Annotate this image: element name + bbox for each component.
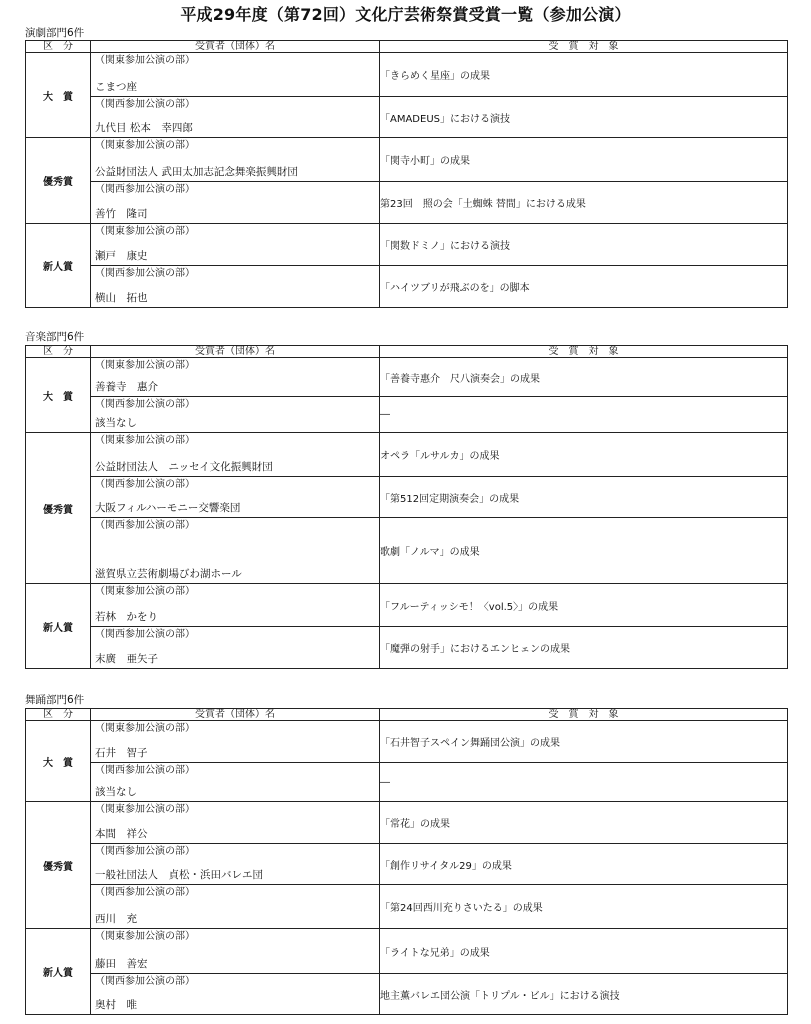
performance-division: （関西参加公演の部） — [95, 629, 195, 640]
winner-name: 滋賀県立芸術劇場びわ湖ホール — [95, 568, 242, 580]
performance-division: （関東参加公演の部） — [95, 586, 195, 597]
winner-cell — [91, 518, 380, 584]
award-target: 「石井智子スペイン舞踊団公演」の成果 — [380, 721, 788, 763]
winner-cell — [91, 721, 380, 763]
award-target: 「善養寺惠介 尺八演奏会」の成果 — [380, 358, 788, 397]
performance-division: （関東参加公演の部） — [95, 55, 195, 66]
performance-division: （関東参加公演の部） — [95, 804, 195, 815]
winner-cell — [91, 477, 380, 518]
award-target: 「きらめく星座」の成果 — [380, 53, 788, 97]
winner-cell — [91, 844, 380, 885]
award-category: 大 賞 — [26, 358, 91, 433]
header-name: 受賞者（団体）名 — [91, 346, 380, 358]
section-label: 音楽部門6件 — [25, 331, 85, 343]
winner-cell — [91, 358, 380, 397]
award-target: 「関寺小町」の成果 — [380, 138, 788, 182]
winner-name: 該当なし — [95, 417, 137, 429]
performance-division: （関東参加公演の部） — [95, 360, 195, 371]
winner-name: こまつ座 — [95, 81, 137, 93]
award-target: 「フルーティッシモ！〈vol.5〉」の成果 — [380, 584, 788, 627]
table-row — [26, 182, 788, 224]
table-row — [26, 929, 788, 974]
award-target: 「ハイツブリが飛ぶのを」の脚本 — [380, 266, 788, 308]
winner-cell — [91, 97, 380, 138]
winner-name: 西川 充 — [95, 913, 137, 925]
winner-cell — [91, 433, 380, 477]
winner-name: 公益財団法人 武田太加志記念舞楽振興財団 — [95, 166, 298, 178]
table-row — [26, 763, 788, 802]
header-category: 区 分 — [26, 41, 91, 53]
award-category: 優秀賞 — [26, 802, 91, 929]
winner-cell — [91, 397, 380, 433]
header-name: 受賞者（団体）名 — [91, 41, 380, 53]
section-label: 演劇部門6件 — [25, 27, 85, 39]
winner-name: 公益財団法人 ニッセイ文化振興財団 — [95, 461, 273, 473]
award-target: 「関数ドミノ」における演技 — [380, 224, 788, 266]
performance-division: （関西参加公演の部） — [95, 399, 195, 410]
winner-name: 本間 祥公 — [95, 828, 148, 840]
header-target: 受 賞 対 象 — [380, 346, 788, 358]
award-category: 優秀賞 — [26, 138, 91, 224]
award-target: 「創作リサイタル29」の成果 — [380, 844, 788, 885]
award-target: 「第512回定期演奏会」の成果 — [380, 477, 788, 518]
award-target: 歌劇「ノルマ」の成果 — [380, 518, 788, 584]
performance-division: （関西参加公演の部） — [95, 520, 195, 531]
award-category: 優秀賞 — [26, 433, 91, 584]
winner-cell — [91, 584, 380, 627]
winner-cell — [91, 138, 380, 182]
page-title: 平成29年度（第72回）文化庁芸術祭賞受賞一覧（参加公演） — [180, 5, 631, 24]
winner-cell — [91, 266, 380, 308]
winner-name: 一般社団法人 貞松・浜田バレエ団 — [95, 869, 263, 881]
award-category: 新人賞 — [26, 584, 91, 669]
award-table — [25, 345, 788, 669]
winner-name: 横山 拓也 — [95, 292, 148, 304]
performance-division: （関西参加公演の部） — [95, 479, 195, 490]
table-row — [26, 885, 788, 929]
header-category: 区 分 — [26, 346, 91, 358]
table-header-row — [26, 41, 788, 53]
performance-division: （関西参加公演の部） — [95, 765, 195, 776]
table-row — [26, 358, 788, 397]
performance-division: （関西参加公演の部） — [95, 184, 195, 195]
winner-cell — [91, 224, 380, 266]
performance-division: （関西参加公演の部） — [95, 99, 195, 110]
winner-name: 瀬戸 康史 — [95, 250, 148, 262]
header-target: 受 賞 対 象 — [380, 709, 788, 721]
section-label: 舞踊部門6件 — [25, 694, 85, 706]
winner-name: 石井 智子 — [95, 747, 148, 759]
winner-cell — [91, 885, 380, 929]
table-row — [26, 224, 788, 266]
award-table — [25, 708, 788, 1015]
table-row — [26, 721, 788, 763]
award-category: 大 賞 — [26, 53, 91, 138]
award-table — [25, 40, 788, 308]
award-target: 「ライトな兄弟」の成果 — [380, 929, 788, 974]
table-row — [26, 266, 788, 308]
performance-division: （関東参加公演の部） — [95, 723, 195, 734]
winner-name: 九代目 松本 幸四郎 — [95, 122, 193, 134]
winner-name: 善竹 隆司 — [95, 208, 148, 220]
award-target: 地主薫バレエ団公演「トリプル・ビル」における演技 — [380, 974, 788, 1015]
winner-cell — [91, 929, 380, 974]
performance-division: （関西参加公演の部） — [95, 976, 195, 987]
award-target: 「常花」の成果 — [380, 802, 788, 844]
award-target: オペラ「ルサルカ」の成果 — [380, 433, 788, 477]
performance-division: （関東参加公演の部） — [95, 931, 195, 942]
winner-cell — [91, 763, 380, 802]
award-target: 第23回 照の会「土蜘蛛 替間」における成果 — [380, 182, 788, 224]
award-target: ― — [380, 763, 788, 802]
table-row — [26, 974, 788, 1015]
performance-division: （関東参加公演の部） — [95, 140, 195, 151]
performance-division: （関西参加公演の部） — [95, 846, 195, 857]
table-row — [26, 844, 788, 885]
performance-division: （関西参加公演の部） — [95, 887, 195, 898]
winner-name: 末廣 亜矢子 — [95, 653, 158, 665]
award-target: 「魔弾の射手」におけるエンヒェンの成果 — [380, 627, 788, 669]
winner-cell — [91, 802, 380, 844]
header-name: 受賞者（団体）名 — [91, 709, 380, 721]
table-header-row — [26, 346, 788, 358]
table-row — [26, 97, 788, 138]
table-row — [26, 518, 788, 584]
award-target: ― — [380, 397, 788, 433]
table-row — [26, 477, 788, 518]
header-category: 区 分 — [26, 709, 91, 721]
table-header-row — [26, 709, 788, 721]
table-row — [26, 138, 788, 182]
winner-name: 藤田 善宏 — [95, 958, 148, 970]
table-row — [26, 584, 788, 627]
performance-division: （関東参加公演の部） — [95, 435, 195, 446]
winner-name: 該当なし — [95, 786, 137, 798]
table-row — [26, 53, 788, 97]
award-category: 新人賞 — [26, 929, 91, 1015]
performance-division: （関東参加公演の部） — [95, 226, 195, 237]
award-category: 大 賞 — [26, 721, 91, 802]
table-row — [26, 433, 788, 477]
performance-division: （関西参加公演の部） — [95, 268, 195, 279]
winner-cell — [91, 627, 380, 669]
award-target: 「第24回西川充りさいたる」の成果 — [380, 885, 788, 929]
winner-name: 善養寺 惠介 — [95, 381, 158, 393]
winner-cell — [91, 974, 380, 1015]
award-category: 新人賞 — [26, 224, 91, 308]
table-row — [26, 397, 788, 433]
winner-cell — [91, 182, 380, 224]
header-target: 受 賞 対 象 — [380, 41, 788, 53]
winner-name: 若林 かをり — [95, 611, 158, 623]
winner-cell — [91, 53, 380, 97]
award-target: 「AMADEUS」における演技 — [380, 97, 788, 138]
table-row — [26, 802, 788, 844]
table-row — [26, 627, 788, 669]
winner-name: 奥村 唯 — [95, 999, 137, 1011]
winner-name: 大阪フィルハーモニー交響楽団 — [95, 502, 241, 514]
